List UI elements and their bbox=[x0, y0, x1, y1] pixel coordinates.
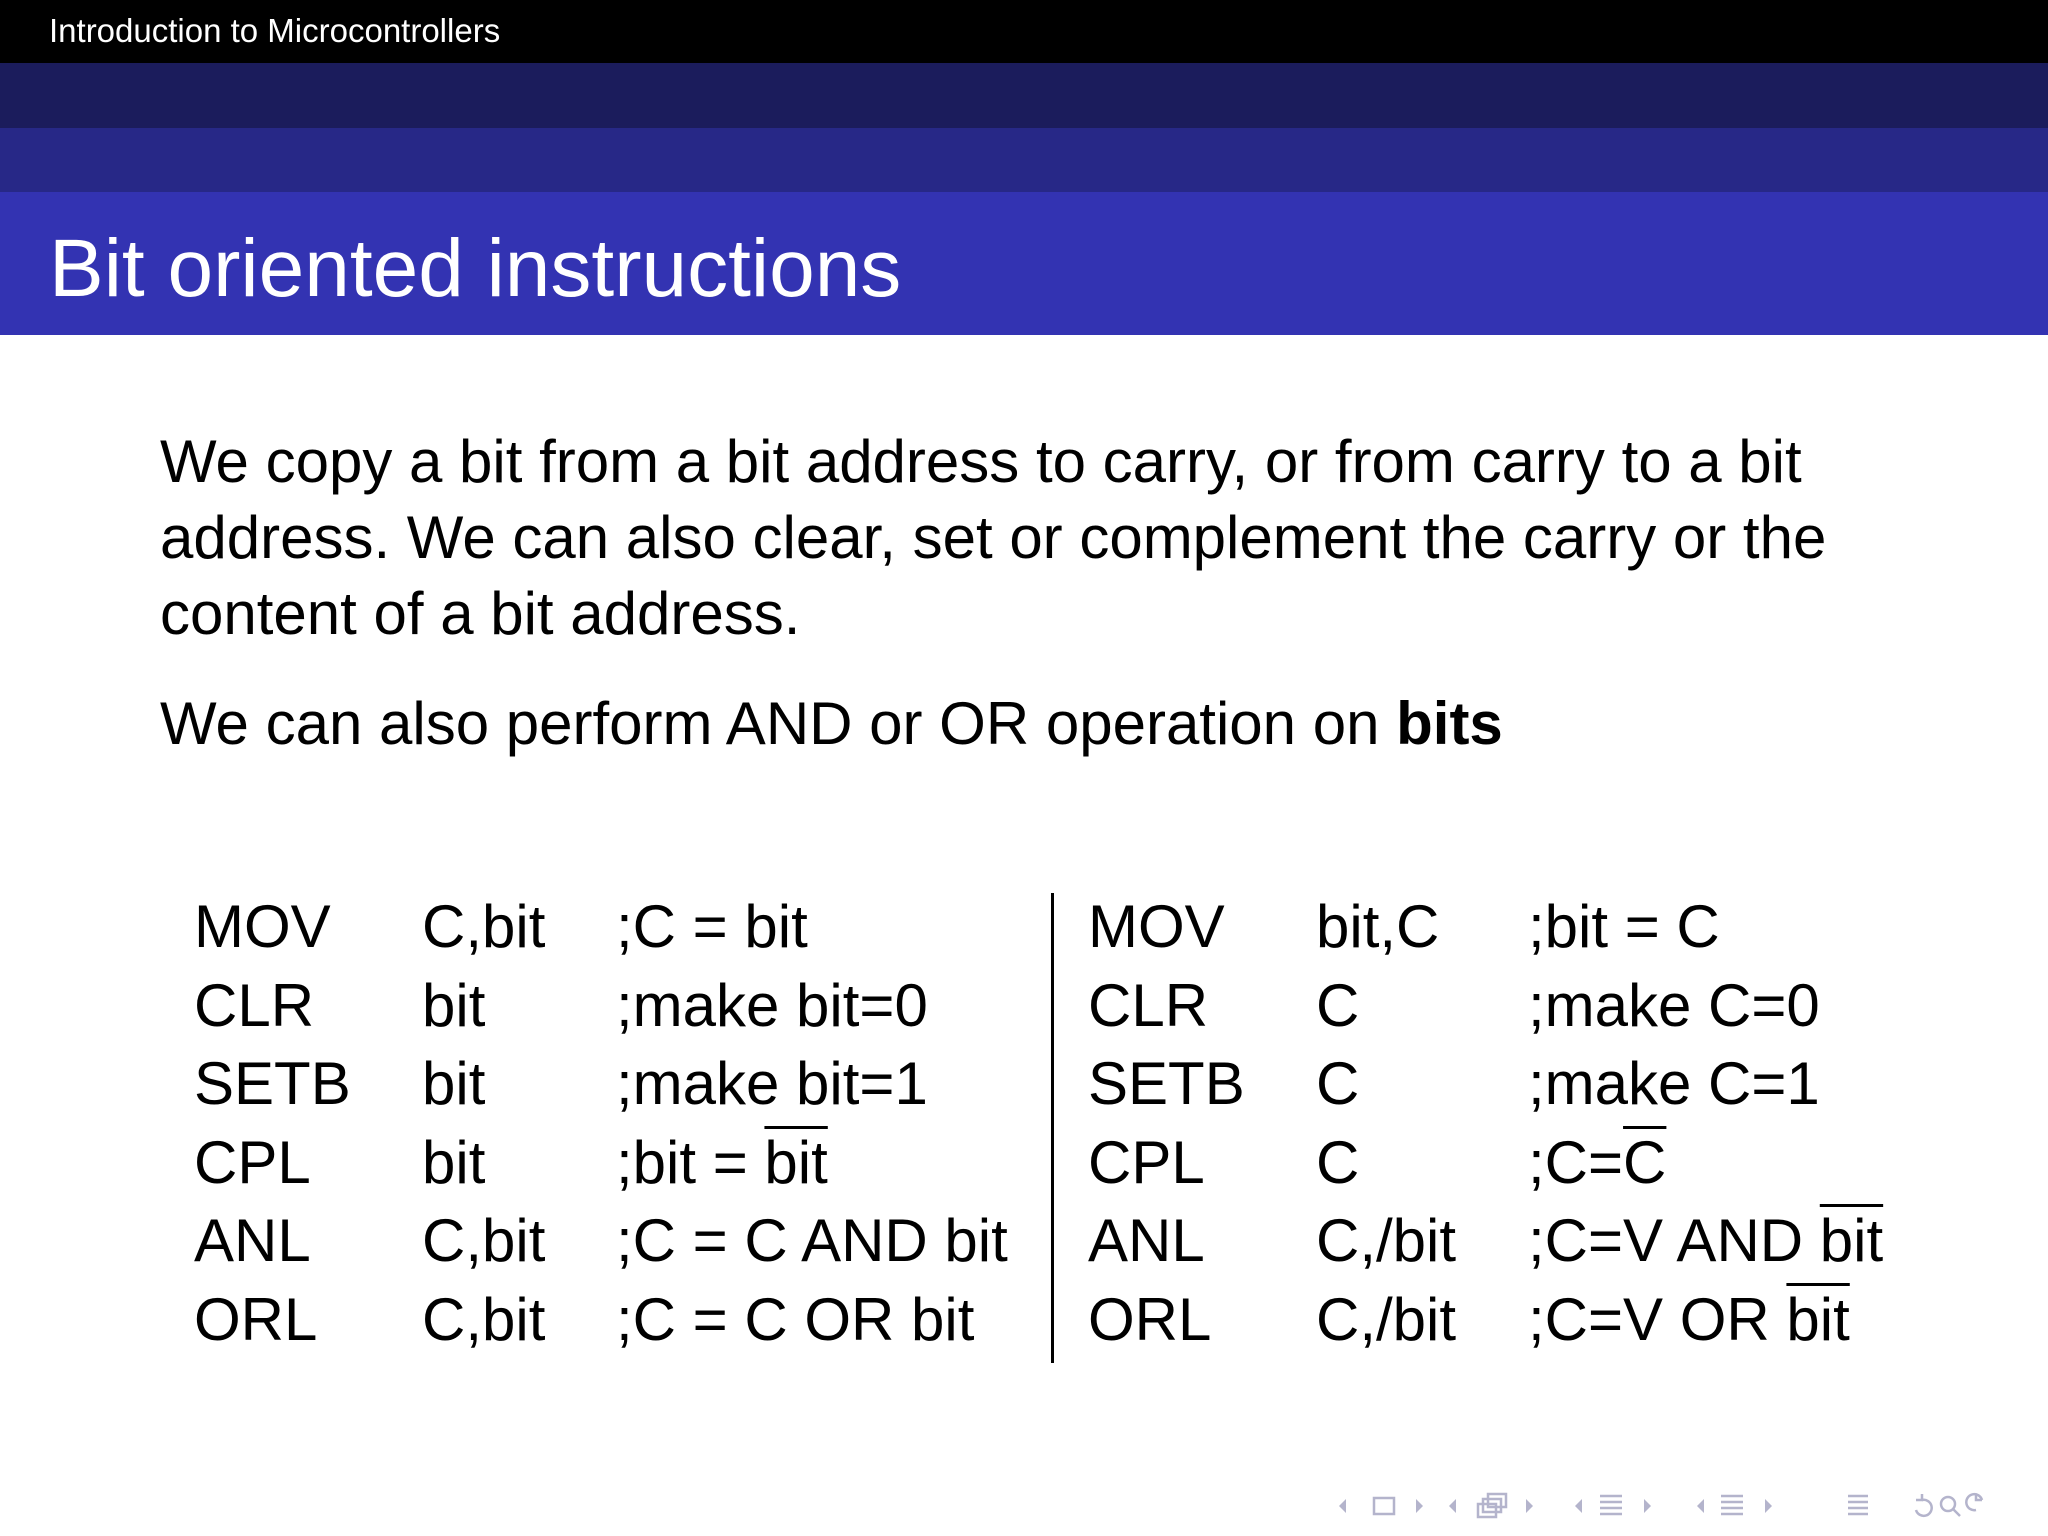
comment bbox=[1528, 888, 1720, 967]
mnemonic: ORL bbox=[194, 1285, 318, 1353]
instruction-row bbox=[1088, 888, 2008, 967]
nav-prev-arrow-icon[interactable] bbox=[1339, 1499, 1346, 1513]
instruction-row bbox=[1088, 1124, 2008, 1203]
instruction-row bbox=[194, 1045, 1034, 1124]
comment-text: ;C = C AND bit bbox=[616, 1207, 1008, 1274]
column-divider bbox=[1051, 893, 1054, 1363]
nav-next-arrow-icon[interactable] bbox=[1416, 1499, 1423, 1513]
comment-text: ;C=V AND bbox=[1528, 1207, 1820, 1274]
comment bbox=[1528, 967, 1820, 1046]
mnemonic: ANL bbox=[1088, 1207, 1205, 1274]
comment-text: ;C= bbox=[1528, 1128, 1624, 1196]
comment bbox=[616, 1045, 928, 1124]
subsection-icon[interactable] bbox=[1478, 1494, 1506, 1517]
header-band-mid bbox=[0, 128, 2048, 192]
comment-text: ;C = C OR bit bbox=[616, 1285, 975, 1353]
nav-next-arrow-icon[interactable] bbox=[1644, 1499, 1651, 1513]
operand: C,bit bbox=[422, 1285, 546, 1353]
instruction-row bbox=[1088, 1202, 2008, 1281]
mnemonic: ORL bbox=[1088, 1285, 1212, 1353]
comment bbox=[1528, 1045, 1820, 1124]
mnemonic: MOV bbox=[194, 893, 331, 960]
instruction-row bbox=[194, 1281, 1034, 1360]
instruction-row bbox=[194, 888, 1034, 967]
complement-symbol: $\overline{bit}$ bbox=[1786, 1285, 1850, 1353]
operand: bit bbox=[422, 1128, 486, 1196]
instruction-row bbox=[194, 1124, 1034, 1203]
nav-prev-arrow-icon[interactable] bbox=[1449, 1499, 1456, 1513]
complement-symbol: $\overline{bit}$ bbox=[764, 1128, 828, 1196]
comment bbox=[616, 1202, 1008, 1281]
operand: C bbox=[1316, 971, 1360, 1039]
instruction-row bbox=[1088, 1281, 2008, 1360]
operand: C,/bit bbox=[1316, 1207, 1457, 1274]
operation-text: We can also perform AND or OR operation on bbox=[160, 690, 1397, 757]
operand: bit bbox=[422, 971, 486, 1039]
intro-paragraph: We copy a bit from a bit address to carry, or from carry to a bit address. We can also clear, set or complement the carry or the content of a bit address. bbox=[160, 428, 1827, 647]
mnemonic: CLR bbox=[194, 971, 315, 1039]
forward-icon[interactable] bbox=[1966, 1494, 1982, 1510]
comment-text: ;bit = bbox=[616, 1128, 765, 1196]
operation-bold-word: bits bbox=[1396, 690, 1503, 757]
instruction-row bbox=[1088, 967, 2008, 1046]
complement-symbol: $\overline{bit}$ bbox=[1819, 1207, 1884, 1274]
beamer-navigation bbox=[1330, 1488, 2030, 1524]
comment-text: ;bit = C bbox=[1528, 893, 1720, 960]
back-icon[interactable] bbox=[1916, 1494, 1932, 1516]
comment-text: ;make C=1 bbox=[1528, 1050, 1820, 1117]
mnemonic: CLR bbox=[1088, 971, 1209, 1039]
operand: bit bbox=[422, 1050, 486, 1117]
frame-title: Bit oriented instructions bbox=[49, 223, 902, 314]
nav-next-arrow-icon[interactable] bbox=[1526, 1499, 1533, 1513]
instruction-row bbox=[1088, 1045, 2008, 1124]
complement-symbol: $\overline{C}$ bbox=[1623, 1128, 1667, 1196]
navigation-symbols bbox=[1330, 1488, 2030, 1524]
mnemonic: CPL bbox=[194, 1128, 311, 1196]
operation-paragraph bbox=[160, 686, 1920, 762]
comment bbox=[1528, 1124, 1666, 1203]
operand: C,bit bbox=[422, 893, 546, 960]
comment bbox=[616, 888, 808, 967]
comment-text: ;make bit=1 bbox=[616, 1050, 928, 1117]
left-instruction-list bbox=[194, 888, 1034, 1359]
frame-title-bar bbox=[0, 192, 2048, 335]
operand: C,bit bbox=[422, 1207, 546, 1274]
comment bbox=[616, 967, 928, 1046]
nav-next-arrow-icon[interactable] bbox=[1765, 1499, 1772, 1513]
mnemonic: ANL bbox=[194, 1207, 311, 1274]
comment-text: ;C = bit bbox=[616, 893, 808, 960]
operand: C bbox=[1316, 1128, 1360, 1196]
operand: C,/bit bbox=[1316, 1285, 1457, 1353]
comment bbox=[616, 1281, 974, 1360]
nav-prev-arrow-icon[interactable] bbox=[1575, 1499, 1582, 1513]
mnemonic: SETB bbox=[194, 1050, 351, 1117]
comment-text: ;C=V OR bbox=[1528, 1285, 1787, 1353]
mnemonic: MOV bbox=[1088, 893, 1225, 960]
comment-text: ;make C=0 bbox=[1528, 971, 1820, 1039]
instruction-row bbox=[194, 967, 1034, 1046]
operand: C bbox=[1316, 1050, 1360, 1117]
lecture-title[interactable]: Introduction to Microcontrollers bbox=[49, 12, 501, 49]
right-instruction-list bbox=[1088, 888, 2008, 1359]
mnemonic: CPL bbox=[1088, 1128, 1205, 1196]
section-icon[interactable] bbox=[1721, 1496, 1743, 1514]
section-icon[interactable] bbox=[1600, 1496, 1622, 1514]
mnemonic: SETB bbox=[1088, 1050, 1245, 1117]
headline-bar bbox=[0, 0, 2048, 63]
align-icon[interactable] bbox=[1848, 1496, 1868, 1514]
instruction-row bbox=[194, 1202, 1034, 1281]
comment-text: ;make bit=0 bbox=[616, 971, 928, 1039]
comment bbox=[1528, 1202, 1883, 1281]
frame-icon[interactable] bbox=[1374, 1498, 1394, 1514]
nav-prev-arrow-icon[interactable] bbox=[1697, 1499, 1704, 1513]
comment bbox=[616, 1124, 828, 1203]
operand: bit,C bbox=[1316, 893, 1440, 960]
comment bbox=[1528, 1281, 1850, 1360]
header-band-dark bbox=[0, 63, 2048, 128]
search-icon[interactable] bbox=[1941, 1497, 1960, 1516]
